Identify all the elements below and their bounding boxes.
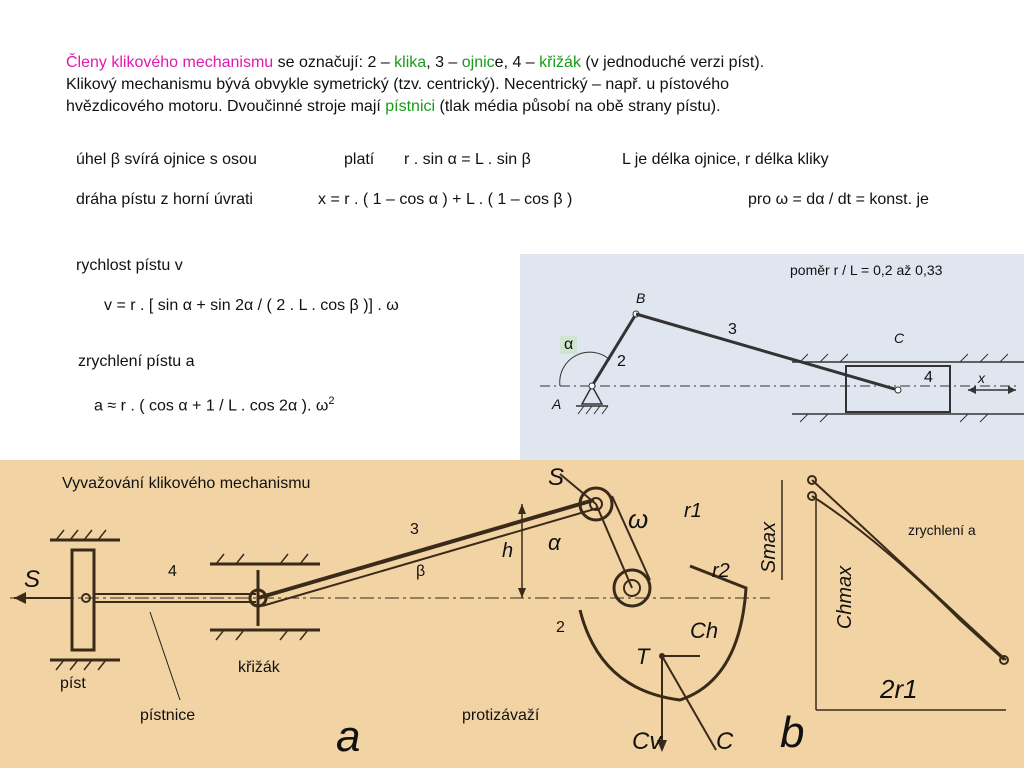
protizavazi-label: protizávaží <box>462 707 540 724</box>
intro-members: Členy klikového mechanismu <box>66 54 274 71</box>
ratio-label: poměr r / L = 0,2 až 0,33 <box>790 262 943 278</box>
Ch-label: Ch <box>690 618 719 643</box>
rod-number-3: 3 <box>728 321 737 338</box>
term-ojnice: ojnic <box>461 54 495 71</box>
angle-definition: úhel β svírá ojnice s osou <box>76 151 257 168</box>
path-definition: dráha pístu z horní úvrati <box>76 191 253 208</box>
x-axis-label: x <box>978 370 985 386</box>
r2-label: r2 <box>712 560 730 582</box>
C-label: C <box>716 728 734 755</box>
force-S-top: S <box>548 464 565 491</box>
Chmax-label: Chmax <box>834 565 857 630</box>
beta-label: β <box>416 563 426 580</box>
crosshead-number-4: 4 <box>924 369 933 386</box>
sine-relation: r . sin α = L . sin β <box>404 151 531 168</box>
figure-a-label: a <box>336 712 361 761</box>
intro-text: (v jednoduché verzi píst). <box>580 54 765 71</box>
intro-text: se označují: 2 – <box>273 54 395 71</box>
path-formula: x = r . ( 1 – cos α ) + L . ( 1 – cos β ) <box>318 191 573 208</box>
balancing-diagram <box>0 460 1024 768</box>
crank-diagram-top <box>520 254 1024 460</box>
term-klika: klika <box>394 54 427 71</box>
pist-label: píst <box>60 675 86 692</box>
intro-text: , 3 – <box>426 54 462 71</box>
velocity-label: rychlost pístu v <box>76 257 183 274</box>
crank-mechanism-sketch <box>520 254 1024 460</box>
crank-number-2: 2 <box>556 619 565 636</box>
intro-line3: hvězdicového motoru. Dvoučinné stroje mají <box>66 98 386 115</box>
pistnice-label: pístnice <box>140 707 196 724</box>
term-krizak: křižák <box>539 54 581 71</box>
crosshead-number-4: 4 <box>168 563 177 580</box>
point-B: B <box>636 290 646 306</box>
alpha-label: α <box>548 530 561 555</box>
point-C: C <box>894 330 905 346</box>
omega-constant: pro ω = dα / dt = konst. je <box>748 191 929 208</box>
intro-line3-end: (tlak média působí na obě strany pístu). <box>435 98 721 115</box>
krizak-label: křižák <box>238 659 280 676</box>
plati-label: platí <box>344 151 375 168</box>
force-S-left: S <box>24 566 41 593</box>
intro-text: e, 4 – <box>494 54 540 71</box>
Cv-label: Cv <box>632 728 662 755</box>
two-r1-label: 2r1 <box>880 674 918 704</box>
length-definition: L je délka ojnice, r délka kliky <box>622 151 829 168</box>
Smax-label: Smax <box>758 521 781 574</box>
term-pistnice: pístnici <box>385 98 436 115</box>
rod-number-3: 3 <box>410 521 419 538</box>
balancing-title: Vyvažování klikového mechanismu <box>62 475 311 492</box>
h-dimension: h <box>502 540 514 562</box>
omega-label: ω <box>628 504 649 534</box>
alpha-label: α <box>560 336 577 354</box>
acceleration-formula-text: a ≈ r . ( cos α + 1 / L . cos 2α ). ω <box>94 397 329 415</box>
T-label: T <box>636 644 650 669</box>
acceleration-label: zrychlení pístu a <box>78 353 195 370</box>
acceleration-exponent: 2 <box>328 395 335 407</box>
intro-line2: Klikový mechanismu bývá obvykle symetrický (tzv. centrický). Necentrický – např. u pístového <box>66 76 730 93</box>
acceleration-formula <box>94 394 334 417</box>
velocity-formula: v = r . [ sin α + sin 2α / ( 2 . L . cos β )] . ω <box>104 297 399 314</box>
point-A: A <box>552 396 562 412</box>
figure-b-label: b <box>780 708 805 757</box>
crank-number-2: 2 <box>617 353 626 370</box>
acceleration-graph-label: zrychlení a <box>908 522 976 538</box>
intro-paragraph <box>66 52 966 118</box>
r1-label: r1 <box>684 500 702 522</box>
